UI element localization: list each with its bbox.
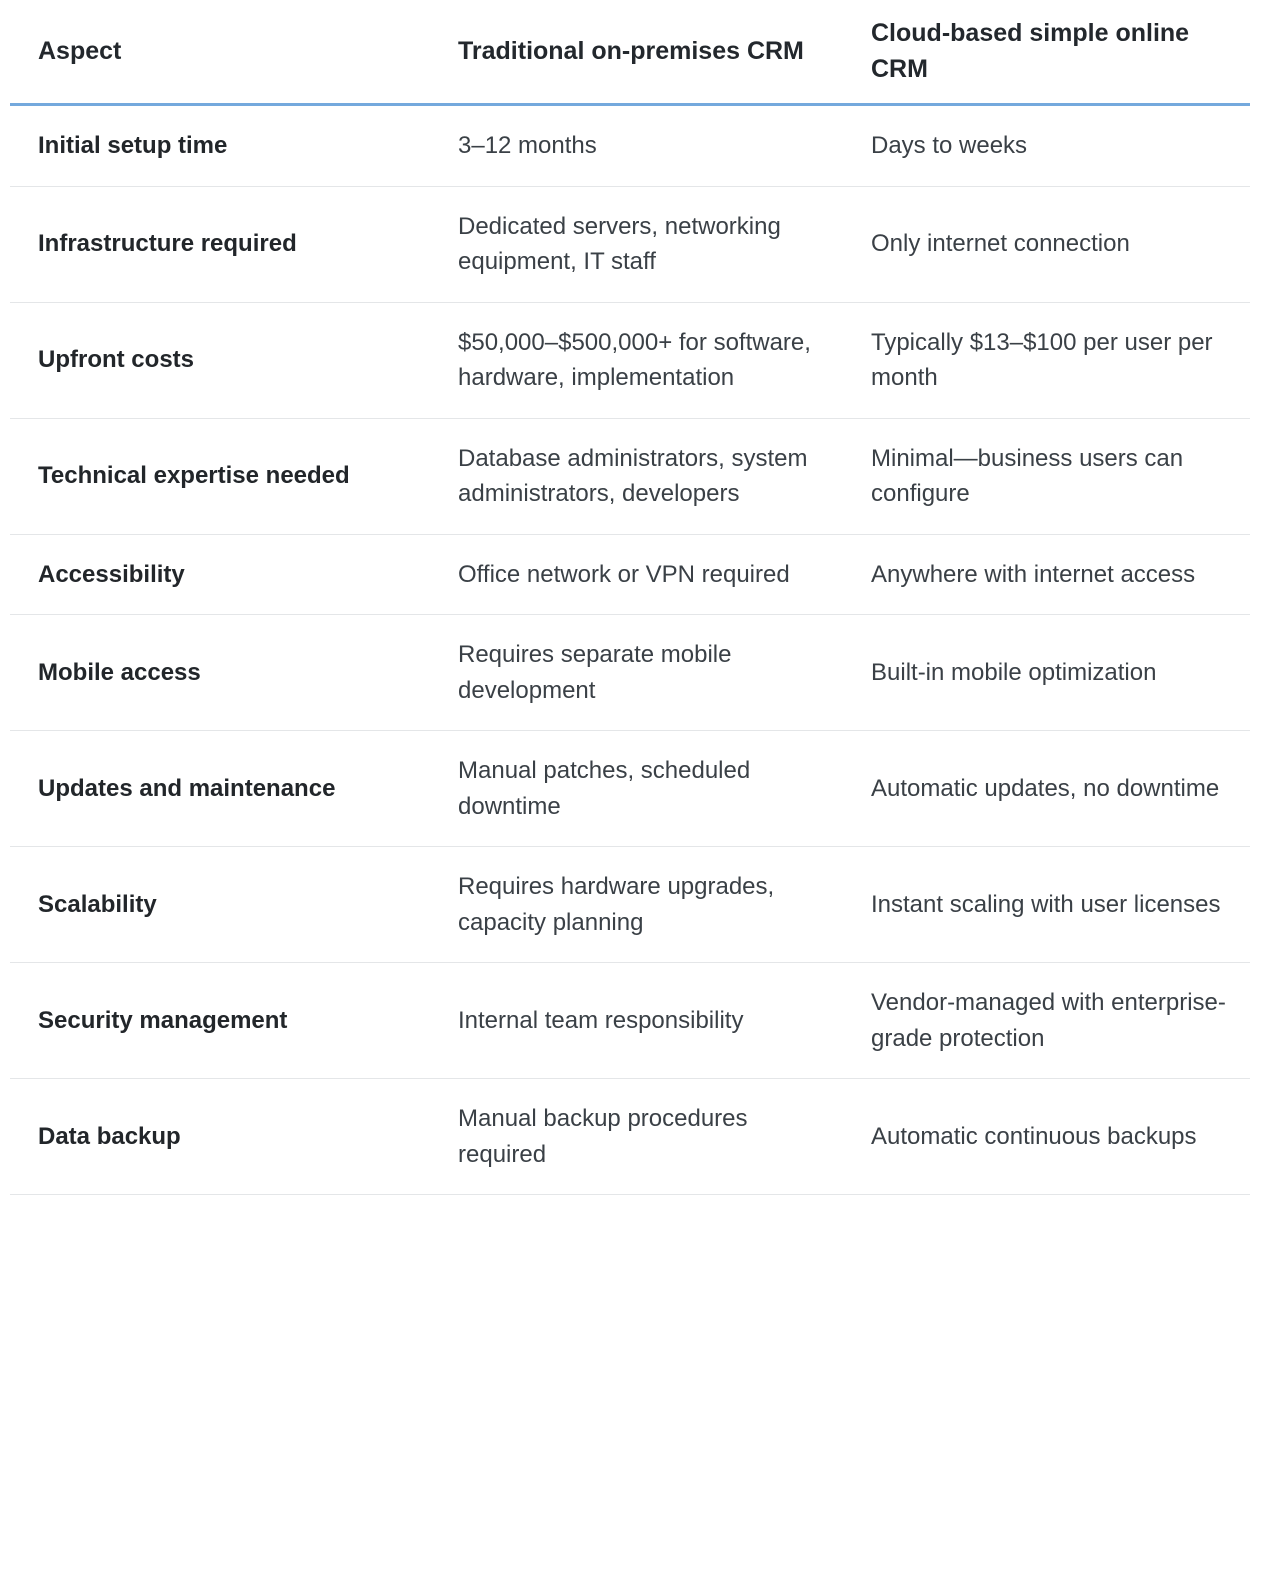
- cell-text: Requires hardware upgrades, capacity planning: [458, 873, 775, 936]
- cell-text: $50,000–$500,000+ for software, hardware, implementation: [458, 328, 811, 392]
- cell-text: Accessibility: [38, 560, 185, 588]
- cell-traditional: [440, 105, 853, 187]
- column-header-cloud-based-simple-online-crm: Cloud-based simple online CRM: [853, 0, 1250, 105]
- cell-text: 3–12 months: [458, 132, 597, 159]
- table-row: [10, 963, 1250, 1079]
- cell-text: Upfront costs: [38, 346, 194, 374]
- row-label-data-backup: [10, 1079, 440, 1195]
- cell-text: Days to weeks: [871, 132, 1028, 159]
- row-label-scalability: [10, 847, 440, 963]
- table-header: [10, 0, 1250, 105]
- cell-cloud: [853, 105, 1250, 187]
- cell-cloud: [853, 1079, 1250, 1195]
- cell-text: Internal team responsibility: [458, 1006, 744, 1034]
- table-header-row: [10, 0, 1250, 105]
- table-body: [10, 105, 1250, 1195]
- cell-text: Infrastructure required: [38, 230, 297, 258]
- table-row: [10, 1079, 1250, 1195]
- cell-cloud: [853, 731, 1250, 847]
- cell-cloud: [853, 534, 1250, 615]
- cell-text: Minimal—business users can configure: [871, 444, 1184, 508]
- cell-traditional: [440, 534, 853, 615]
- cell-text: Requires separate mobile development: [458, 641, 732, 704]
- table-row: [10, 302, 1250, 418]
- cell-cloud: [853, 963, 1250, 1079]
- column-header-aspect: Aspect: [10, 0, 440, 105]
- cell-text: Mobile access: [38, 658, 201, 686]
- cell-text: Anywhere with internet access: [871, 560, 1196, 588]
- cell-traditional: [440, 847, 853, 963]
- row-label-updates-and-maintenance: [10, 731, 440, 847]
- cell-cloud: [853, 615, 1250, 731]
- cell-text: Security management: [38, 1006, 288, 1034]
- cell-traditional: [440, 186, 853, 302]
- cell-text: Database administrators, system administrators, developers: [458, 444, 808, 508]
- cell-text: Scalability: [38, 890, 157, 918]
- cell-traditional: [440, 731, 853, 847]
- cell-text: Only internet connection: [871, 230, 1130, 258]
- row-label-mobile-access: [10, 615, 440, 731]
- cell-text: Updates and maintenance: [38, 774, 336, 802]
- cell-text: Instant scaling with user licenses: [871, 890, 1221, 918]
- cell-text: Built-in mobile optimization: [871, 658, 1157, 686]
- row-label-infrastructure-required: [10, 186, 440, 302]
- table-row: [10, 847, 1250, 963]
- row-label-accessibility: [10, 534, 440, 615]
- cell-traditional: [440, 963, 853, 1079]
- cell-text: Automatic updates, no downtime: [871, 774, 1220, 802]
- cell-text: Dedicated servers, networking equipment, IT staff: [458, 212, 781, 276]
- cell-text: Automatic continuous backups: [871, 1123, 1197, 1150]
- cell-text: Office network or VPN required: [458, 560, 790, 588]
- cell-text: Initial setup time: [38, 132, 228, 159]
- column-header-traditional-on-premises-crm: Traditional on-premises CRM: [440, 0, 853, 105]
- table-row: [10, 186, 1250, 302]
- cell-text: Typically $13–$100 per user per month: [871, 328, 1213, 392]
- table-row: [10, 615, 1250, 731]
- cell-text: Manual patches, scheduled downtime: [458, 757, 751, 820]
- cell-traditional: [440, 1079, 853, 1195]
- cell-traditional: [440, 302, 853, 418]
- table-row: [10, 418, 1250, 534]
- crm-comparison-table: [10, 0, 1250, 1195]
- cell-text: Data backup: [38, 1123, 181, 1150]
- cell-text: Technical expertise needed: [38, 462, 350, 490]
- table-row: [10, 534, 1250, 615]
- cell-traditional: [440, 418, 853, 534]
- cell-text: Manual backup procedures required: [458, 1105, 748, 1168]
- row-label-initial-setup-time: [10, 105, 440, 187]
- row-label-security-management: [10, 963, 440, 1079]
- row-label-technical-expertise-needed: [10, 418, 440, 534]
- cell-cloud: [853, 847, 1250, 963]
- table-row: [10, 731, 1250, 847]
- cell-cloud: [853, 302, 1250, 418]
- table-row: [10, 105, 1250, 187]
- cell-cloud: [853, 186, 1250, 302]
- row-label-upfront-costs: [10, 302, 440, 418]
- cell-cloud: [853, 418, 1250, 534]
- cell-traditional: [440, 615, 853, 731]
- cell-text: Vendor-managed with enterprise-grade protection: [871, 989, 1226, 1052]
